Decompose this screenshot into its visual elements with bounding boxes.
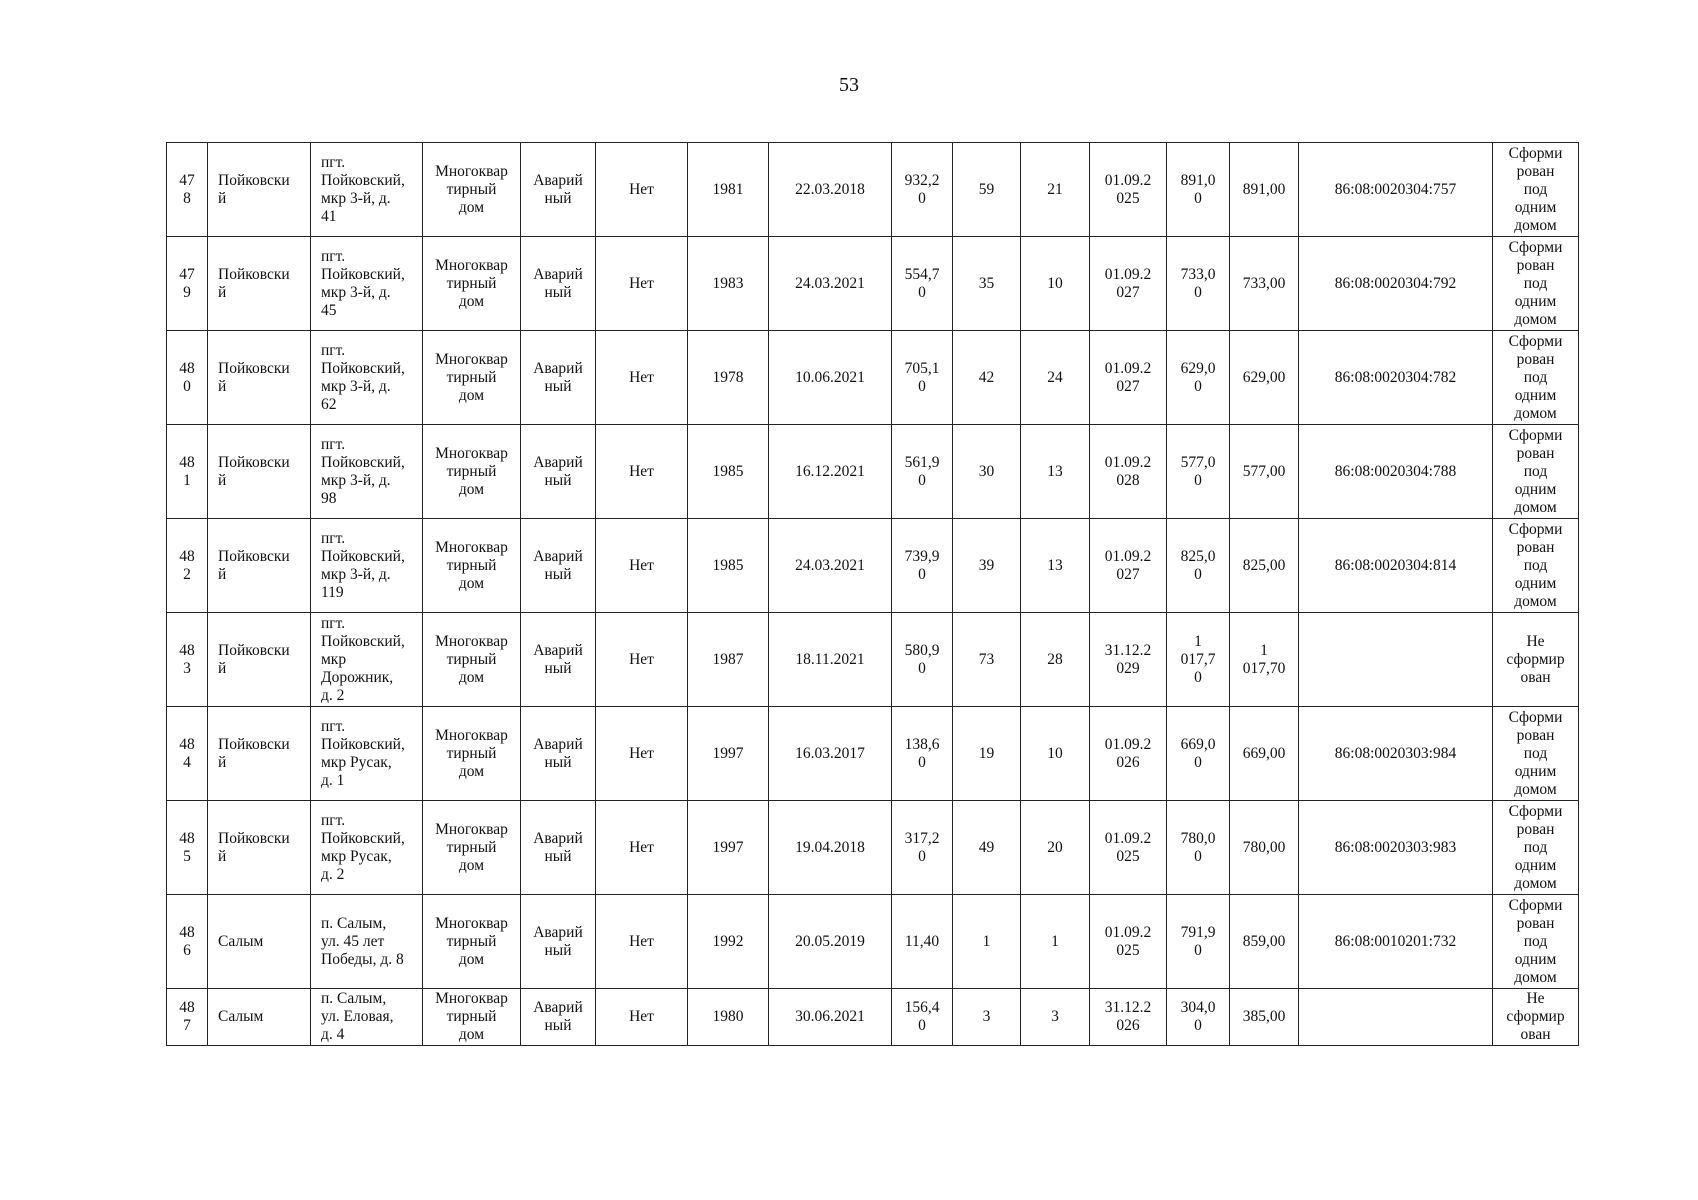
cell-year: 1985 <box>688 425 769 519</box>
table-row <box>167 143 1579 237</box>
cell-flag: Нет <box>596 331 688 425</box>
cell-status: Аварий ный <box>521 613 596 707</box>
cell-area: 317,2 0 <box>892 801 953 895</box>
table-row <box>167 331 1579 425</box>
cell-deadline: 01.09.2 027 <box>1090 331 1167 425</box>
cell-deadline: 01.09.2 025 <box>1090 895 1167 989</box>
cell-deadline: 01.09.2 026 <box>1090 707 1167 801</box>
cell-premises: 13 <box>1021 425 1090 519</box>
cell-address: п. Салым, ул. 45 лет Победы, д. 8 <box>311 895 423 989</box>
cell-cadastral: 86:08:0020304:792 <box>1299 237 1493 331</box>
cell-cadastral: 86:08:0020304:788 <box>1299 425 1493 519</box>
cell-address: пгт. Пойковский, мкр 3-й, д. 98 <box>311 425 423 519</box>
cell-num: 48 5 <box>167 801 208 895</box>
cell-residents: 3 <box>953 989 1021 1046</box>
cell-num: 48 6 <box>167 895 208 989</box>
cell-area: 11,40 <box>892 895 953 989</box>
cell-status: Аварий ный <box>521 519 596 613</box>
cell-date: 16.03.2017 <box>769 707 892 801</box>
cell-settlement: Пойковски й <box>208 331 311 425</box>
cell-type: Многоквар тирный дом <box>423 613 521 707</box>
cell-area: 561,9 0 <box>892 425 953 519</box>
cell-flag: Нет <box>596 143 688 237</box>
cell-status: Аварий ный <box>521 989 596 1046</box>
cell-num: 48 7 <box>167 989 208 1046</box>
cell-land: Сформи рован под одним домом <box>1493 237 1579 331</box>
cell-deadline: 31.12.2 029 <box>1090 613 1167 707</box>
cell-residents: 73 <box>953 613 1021 707</box>
cell-cadastral <box>1299 989 1493 1046</box>
housing-registry-table <box>166 142 1579 1046</box>
cell-settlement: Салым <box>208 895 311 989</box>
cell-premises: 21 <box>1021 143 1090 237</box>
table-row <box>167 989 1579 1046</box>
cell-premises: 13 <box>1021 519 1090 613</box>
cell-type: Многоквар тирный дом <box>423 519 521 613</box>
cell-residents: 30 <box>953 425 1021 519</box>
cell-sum2: 669,00 <box>1230 707 1299 801</box>
cell-settlement: Пойковски й <box>208 613 311 707</box>
cell-settlement: Салым <box>208 989 311 1046</box>
cell-num: 48 4 <box>167 707 208 801</box>
cell-premises: 10 <box>1021 707 1090 801</box>
cell-premises: 3 <box>1021 989 1090 1046</box>
cell-year: 1992 <box>688 895 769 989</box>
cell-sum1: 1 017,7 0 <box>1167 613 1230 707</box>
cell-land: Сформи рован под одним домом <box>1493 519 1579 613</box>
cell-residents: 39 <box>953 519 1021 613</box>
cell-area: 554,7 0 <box>892 237 953 331</box>
cell-year: 1978 <box>688 331 769 425</box>
cell-premises: 28 <box>1021 613 1090 707</box>
cell-cadastral: 86:08:0020304:757 <box>1299 143 1493 237</box>
cell-sum2: 1 017,70 <box>1230 613 1299 707</box>
cell-cadastral: 86:08:0010201:732 <box>1299 895 1493 989</box>
cell-year: 1981 <box>688 143 769 237</box>
cell-status: Аварий ный <box>521 237 596 331</box>
cell-sum2: 780,00 <box>1230 801 1299 895</box>
cell-area: 156,4 0 <box>892 989 953 1046</box>
table-body <box>167 143 1579 1046</box>
cell-sum1: 733,0 0 <box>1167 237 1230 331</box>
page-number: 53 <box>839 74 859 96</box>
cell-status: Аварий ный <box>521 425 596 519</box>
cell-area: 705,1 0 <box>892 331 953 425</box>
cell-residents: 49 <box>953 801 1021 895</box>
cell-residents: 42 <box>953 331 1021 425</box>
cell-sum1: 891,0 0 <box>1167 143 1230 237</box>
cell-land: Не сформир ован <box>1493 989 1579 1046</box>
cell-status: Аварий ный <box>521 801 596 895</box>
cell-sum1: 669,0 0 <box>1167 707 1230 801</box>
cell-premises: 20 <box>1021 801 1090 895</box>
cell-sum2: 629,00 <box>1230 331 1299 425</box>
cell-deadline: 01.09.2 025 <box>1090 801 1167 895</box>
cell-sum2: 385,00 <box>1230 989 1299 1046</box>
cell-land: Сформи рован под одним домом <box>1493 425 1579 519</box>
cell-num: 47 9 <box>167 237 208 331</box>
cell-cadastral: 86:08:0020303:984 <box>1299 707 1493 801</box>
cell-deadline: 01.09.2 027 <box>1090 519 1167 613</box>
cell-premises: 1 <box>1021 895 1090 989</box>
cell-settlement: Пойковски й <box>208 707 311 801</box>
cell-status: Аварий ный <box>521 331 596 425</box>
cell-date: 30.06.2021 <box>769 989 892 1046</box>
cell-area: 739,9 0 <box>892 519 953 613</box>
table-row <box>167 801 1579 895</box>
cell-cadastral <box>1299 613 1493 707</box>
cell-date: 18.11.2021 <box>769 613 892 707</box>
table-row <box>167 519 1579 613</box>
cell-residents: 19 <box>953 707 1021 801</box>
cell-residents: 35 <box>953 237 1021 331</box>
cell-sum1: 629,0 0 <box>1167 331 1230 425</box>
cell-num: 47 8 <box>167 143 208 237</box>
cell-year: 1987 <box>688 613 769 707</box>
cell-sum1: 577,0 0 <box>1167 425 1230 519</box>
cell-type: Многоквар тирный дом <box>423 425 521 519</box>
cell-settlement: Пойковски й <box>208 801 311 895</box>
cell-settlement: Пойковски й <box>208 237 311 331</box>
cell-flag: Нет <box>596 895 688 989</box>
cell-date: 19.04.2018 <box>769 801 892 895</box>
cell-sum2: 891,00 <box>1230 143 1299 237</box>
cell-settlement: Пойковски й <box>208 425 311 519</box>
cell-flag: Нет <box>596 989 688 1046</box>
cell-premises: 10 <box>1021 237 1090 331</box>
cell-land: Сформи рован под одним домом <box>1493 331 1579 425</box>
cell-area: 932,2 0 <box>892 143 953 237</box>
cell-residents: 1 <box>953 895 1021 989</box>
cell-address: пгт. Пойковский, мкр Русак, д. 2 <box>311 801 423 895</box>
cell-address: пгт. Пойковский, мкр 3-й, д. 41 <box>311 143 423 237</box>
cell-type: Многоквар тирный дом <box>423 895 521 989</box>
cell-flag: Нет <box>596 613 688 707</box>
cell-land: Не сформир ован <box>1493 613 1579 707</box>
cell-type: Многоквар тирный дом <box>423 707 521 801</box>
cell-date: 16.12.2021 <box>769 425 892 519</box>
cell-status: Аварий ный <box>521 707 596 801</box>
cell-status: Аварий ный <box>521 143 596 237</box>
cell-address: пгт. Пойковский, мкр Русак, д. 1 <box>311 707 423 801</box>
cell-address: пгт. Пойковский, мкр 3-й, д. 62 <box>311 331 423 425</box>
cell-year: 1997 <box>688 707 769 801</box>
cell-status: Аварий ный <box>521 895 596 989</box>
cell-deadline: 31.12.2 026 <box>1090 989 1167 1046</box>
cell-cadastral: 86:08:0020304:814 <box>1299 519 1493 613</box>
cell-settlement: Пойковски й <box>208 519 311 613</box>
cell-land: Сформи рован под одним домом <box>1493 895 1579 989</box>
cell-flag: Нет <box>596 237 688 331</box>
cell-flag: Нет <box>596 425 688 519</box>
cell-sum2: 825,00 <box>1230 519 1299 613</box>
cell-year: 1983 <box>688 237 769 331</box>
cell-date: 20.05.2019 <box>769 895 892 989</box>
cell-land: Сформи рован под одним домом <box>1493 143 1579 237</box>
cell-date: 24.03.2021 <box>769 237 892 331</box>
cell-deadline: 01.09.2 028 <box>1090 425 1167 519</box>
cell-sum2: 859,00 <box>1230 895 1299 989</box>
cell-sum1: 825,0 0 <box>1167 519 1230 613</box>
cell-year: 1997 <box>688 801 769 895</box>
cell-sum1: 780,0 0 <box>1167 801 1230 895</box>
cell-sum2: 733,00 <box>1230 237 1299 331</box>
cell-deadline: 01.09.2 025 <box>1090 143 1167 237</box>
cell-type: Многоквар тирный дом <box>423 801 521 895</box>
table-row <box>167 613 1579 707</box>
table-row <box>167 237 1579 331</box>
cell-date: 24.03.2021 <box>769 519 892 613</box>
cell-settlement: Пойковски й <box>208 143 311 237</box>
cell-land: Сформи рован под одним домом <box>1493 707 1579 801</box>
cell-cadastral: 86:08:0020303:983 <box>1299 801 1493 895</box>
cell-sum1: 791,9 0 <box>1167 895 1230 989</box>
table-row <box>167 707 1579 801</box>
cell-cadastral: 86:08:0020304:782 <box>1299 331 1493 425</box>
cell-address: пгт. Пойковский, мкр Дорожник, д. 2 <box>311 613 423 707</box>
cell-premises: 24 <box>1021 331 1090 425</box>
cell-type: Многоквар тирный дом <box>423 237 521 331</box>
cell-flag: Нет <box>596 707 688 801</box>
cell-land: Сформи рован под одним домом <box>1493 801 1579 895</box>
cell-flag: Нет <box>596 801 688 895</box>
cell-year: 1985 <box>688 519 769 613</box>
table-row <box>167 425 1579 519</box>
cell-area: 138,6 0 <box>892 707 953 801</box>
cell-num: 48 0 <box>167 331 208 425</box>
cell-num: 48 3 <box>167 613 208 707</box>
cell-date: 22.03.2018 <box>769 143 892 237</box>
cell-area: 580,9 0 <box>892 613 953 707</box>
cell-type: Многоквар тирный дом <box>423 143 521 237</box>
cell-num: 48 1 <box>167 425 208 519</box>
cell-num: 48 2 <box>167 519 208 613</box>
cell-sum2: 577,00 <box>1230 425 1299 519</box>
cell-year: 1980 <box>688 989 769 1046</box>
cell-residents: 59 <box>953 143 1021 237</box>
cell-deadline: 01.09.2 027 <box>1090 237 1167 331</box>
cell-flag: Нет <box>596 519 688 613</box>
table-row <box>167 895 1579 989</box>
cell-type: Многоквар тирный дом <box>423 989 521 1046</box>
cell-address: п. Салым, ул. Еловая, д. 4 <box>311 989 423 1046</box>
cell-address: пгт. Пойковский, мкр 3-й, д. 119 <box>311 519 423 613</box>
cell-sum1: 304,0 0 <box>1167 989 1230 1046</box>
cell-date: 10.06.2021 <box>769 331 892 425</box>
cell-address: пгт. Пойковский, мкр 3-й, д. 45 <box>311 237 423 331</box>
cell-type: Многоквар тирный дом <box>423 331 521 425</box>
